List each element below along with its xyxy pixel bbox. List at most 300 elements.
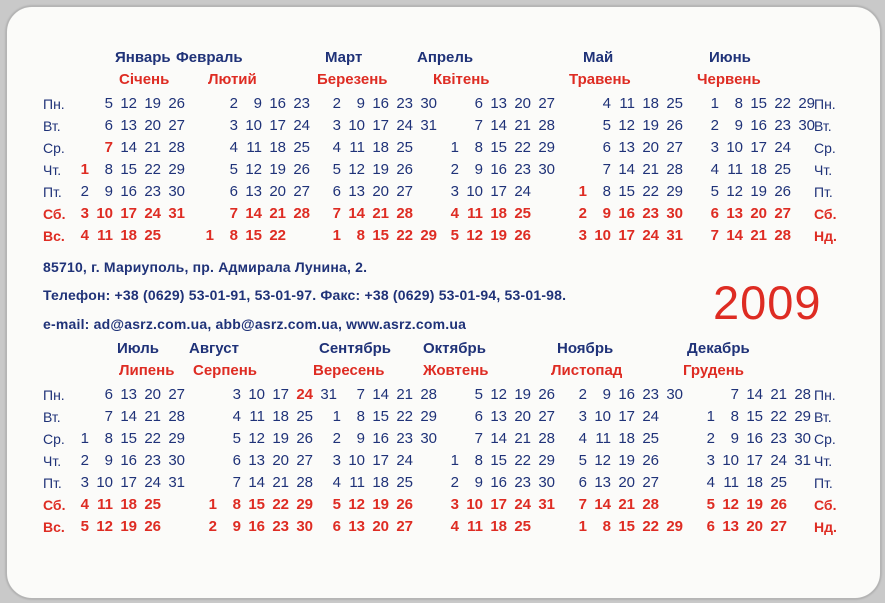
day-cell: 3 bbox=[706, 452, 715, 469]
day-cell: 14 bbox=[348, 205, 365, 222]
weekday-label: Чт. bbox=[43, 162, 62, 178]
day-cell: 11 bbox=[97, 227, 113, 244]
day-cell: 18 bbox=[372, 474, 389, 491]
day-cell: 28 bbox=[642, 496, 659, 513]
day-cell: 8 bbox=[104, 430, 113, 447]
day-cell: 27 bbox=[538, 95, 555, 112]
day-cell: 6 bbox=[332, 183, 341, 200]
day-cell: 22 bbox=[144, 430, 161, 447]
day-cell: 30 bbox=[666, 386, 683, 403]
month-name: Апрель bbox=[417, 49, 474, 66]
day-cell: 25 bbox=[144, 496, 161, 513]
day-cell: 17 bbox=[750, 139, 767, 156]
day-cell: 24 bbox=[144, 205, 161, 222]
day-cell: 15 bbox=[372, 227, 389, 244]
day-cell: 14 bbox=[726, 227, 743, 244]
day-cell: 11 bbox=[467, 205, 483, 222]
day-cell: 4 bbox=[332, 139, 341, 156]
day-cell: 21 bbox=[770, 386, 787, 403]
day-cell: 26 bbox=[296, 430, 313, 447]
day-cell: 25 bbox=[396, 474, 413, 491]
weekday-label: Пн. bbox=[814, 387, 836, 403]
weekday-label: Пн. bbox=[814, 96, 836, 112]
day-cell: 27 bbox=[774, 205, 791, 222]
day-cell: 17 bbox=[490, 183, 507, 200]
day-cell: 3 bbox=[232, 386, 241, 403]
day-cell: 23 bbox=[514, 161, 531, 178]
day-cell: 17 bbox=[746, 452, 763, 469]
day-cell: 7 bbox=[332, 205, 341, 222]
year-label: 2009 bbox=[713, 276, 822, 329]
day-cell: 5 bbox=[104, 95, 113, 112]
day-cell: 22 bbox=[642, 183, 659, 200]
day-cell: 23 bbox=[396, 430, 413, 447]
day-cell: 24 bbox=[770, 452, 787, 469]
day-cell: 21 bbox=[372, 205, 389, 222]
day-cell: 25 bbox=[293, 139, 310, 156]
day-cell: 9 bbox=[253, 95, 262, 112]
day-cell: 24 bbox=[293, 117, 310, 134]
day-cell: 16 bbox=[120, 452, 137, 469]
day-cell: 18 bbox=[642, 95, 659, 112]
day-cell: 19 bbox=[514, 386, 531, 403]
day-cell: 12 bbox=[248, 430, 265, 447]
day-cell: 19 bbox=[372, 496, 389, 513]
weekday-label: Вс. bbox=[43, 228, 65, 244]
phone-fax-text: Телефон: +38 (0629) 53-01-91, 53-01-97. Факс: +38 (0629) 53-01-94, 53-01-98. bbox=[43, 287, 567, 303]
day-cell: 5 bbox=[229, 161, 238, 178]
day-cell: 3 bbox=[578, 227, 587, 244]
day-cell: 25 bbox=[144, 227, 161, 244]
month-name-ua: Листопад bbox=[551, 362, 623, 379]
day-cell: 10 bbox=[722, 452, 739, 469]
day-cell: 30 bbox=[420, 95, 437, 112]
day-cell: 25 bbox=[774, 161, 791, 178]
weekday-label: Пт. bbox=[814, 184, 833, 200]
day-cell: 6 bbox=[706, 518, 715, 535]
day-cell: 2 bbox=[578, 205, 587, 222]
month-name: Октябрь bbox=[423, 340, 486, 357]
day-cell: 28 bbox=[538, 117, 555, 134]
day-cell: 18 bbox=[269, 139, 286, 156]
day-cell: 7 bbox=[229, 205, 238, 222]
calendar-card bbox=[6, 6, 881, 599]
day-cell: 26 bbox=[770, 496, 787, 513]
day-cell: 15 bbox=[120, 430, 137, 447]
day-cell: 14 bbox=[490, 117, 507, 134]
day-cell: 2 bbox=[80, 183, 89, 200]
day-cell: 1 bbox=[710, 95, 719, 112]
day-cell: 18 bbox=[120, 227, 137, 244]
day-cell: 16 bbox=[372, 95, 389, 112]
day-cell: 14 bbox=[490, 430, 507, 447]
day-cell: 9 bbox=[356, 95, 365, 112]
day-cell: 22 bbox=[770, 408, 787, 425]
day-cell: 4 bbox=[706, 474, 715, 491]
day-cell: 27 bbox=[396, 183, 413, 200]
day-cell: 8 bbox=[104, 161, 113, 178]
day-cell: 9 bbox=[474, 474, 483, 491]
month-name: Декабрь bbox=[687, 340, 750, 357]
day-cell: 24 bbox=[642, 408, 659, 425]
day-cell: 8 bbox=[474, 139, 483, 156]
day-cell: 21 bbox=[269, 205, 286, 222]
day-cell: 29 bbox=[666, 183, 683, 200]
day-cell: 28 bbox=[538, 430, 555, 447]
day-cell: 30 bbox=[666, 205, 683, 222]
day-cell: 31 bbox=[168, 474, 185, 491]
day-cell: 12 bbox=[348, 161, 365, 178]
day-cell: 1 bbox=[578, 518, 587, 535]
day-cell: 29 bbox=[168, 161, 185, 178]
day-cell: 9 bbox=[730, 430, 739, 447]
day-cell: 24 bbox=[396, 117, 413, 134]
day-cell: 21 bbox=[618, 496, 635, 513]
day-cell: 19 bbox=[750, 183, 767, 200]
day-cell: 13 bbox=[248, 452, 265, 469]
day-cell: 17 bbox=[618, 227, 635, 244]
day-cell: 28 bbox=[296, 474, 313, 491]
day-cell: 7 bbox=[730, 386, 739, 403]
day-cell: 7 bbox=[474, 117, 483, 134]
day-cell: 16 bbox=[490, 161, 507, 178]
day-cell: 14 bbox=[372, 386, 389, 403]
month-name: Февраль bbox=[176, 49, 243, 66]
weekday-label: Вт. bbox=[814, 118, 832, 134]
day-cell: 10 bbox=[594, 227, 611, 244]
day-cell: 5 bbox=[80, 518, 89, 535]
day-cell: 12 bbox=[722, 496, 739, 513]
day-cell: 27 bbox=[666, 139, 683, 156]
day-cell: 17 bbox=[490, 496, 507, 513]
day-cell: 23 bbox=[642, 386, 659, 403]
day-cell: 2 bbox=[450, 474, 459, 491]
day-cell: 4 bbox=[710, 161, 719, 178]
weekday-label: Пт. bbox=[814, 475, 833, 491]
day-cell: 21 bbox=[144, 139, 161, 156]
day-cell: 16 bbox=[248, 518, 265, 535]
day-cell: 14 bbox=[120, 408, 137, 425]
day-cell: 25 bbox=[642, 430, 659, 447]
day-cell: 16 bbox=[618, 205, 635, 222]
day-cell: 16 bbox=[750, 117, 767, 134]
day-cell: 19 bbox=[272, 430, 289, 447]
day-cell: 20 bbox=[618, 474, 635, 491]
weekday-label: Чт. bbox=[43, 453, 62, 469]
day-cell: 10 bbox=[594, 408, 611, 425]
day-cell: 26 bbox=[538, 386, 555, 403]
day-cell: 23 bbox=[642, 205, 659, 222]
day-cell: 17 bbox=[120, 474, 137, 491]
day-cell: 20 bbox=[514, 95, 531, 112]
day-cell: 6 bbox=[474, 408, 483, 425]
day-cell: 5 bbox=[332, 161, 341, 178]
day-cell: 30 bbox=[538, 474, 555, 491]
day-cell: 23 bbox=[272, 518, 289, 535]
day-cell: 28 bbox=[293, 205, 310, 222]
day-cell: 11 bbox=[249, 408, 265, 425]
day-cell: 25 bbox=[296, 408, 313, 425]
day-cell: 14 bbox=[248, 474, 265, 491]
day-cell: 26 bbox=[168, 95, 185, 112]
day-cell: 27 bbox=[770, 518, 787, 535]
day-cell: 30 bbox=[794, 430, 811, 447]
weekday-label: Нд. bbox=[814, 228, 837, 244]
month-name-ua: Серпень bbox=[193, 362, 258, 379]
day-cell: 2 bbox=[229, 95, 238, 112]
month-name-ua: Грудень bbox=[683, 362, 745, 379]
weekday-label: Сб. bbox=[814, 497, 837, 513]
day-cell: 31 bbox=[666, 227, 683, 244]
day-cell: 19 bbox=[618, 452, 635, 469]
day-cell: 6 bbox=[232, 452, 241, 469]
day-cell: 14 bbox=[618, 161, 635, 178]
day-cell: 27 bbox=[168, 117, 185, 134]
email-web-text: e-mail: ad@asrz.com.ua, abb@asrz.com.ua, www.asrz.com.ua bbox=[43, 316, 467, 332]
day-cell: 10 bbox=[726, 139, 743, 156]
day-cell: 4 bbox=[80, 227, 89, 244]
day-cell: 13 bbox=[120, 117, 137, 134]
day-cell: 20 bbox=[750, 205, 767, 222]
month-name: Ноябрь bbox=[557, 340, 614, 357]
day-cell: 25 bbox=[666, 95, 683, 112]
day-cell: 12 bbox=[726, 183, 743, 200]
day-cell: 24 bbox=[514, 183, 531, 200]
day-cell: 27 bbox=[293, 183, 310, 200]
day-cell: 18 bbox=[618, 430, 635, 447]
day-cell: 9 bbox=[104, 183, 113, 200]
day-cell: 28 bbox=[168, 139, 185, 156]
day-cell: 20 bbox=[372, 518, 389, 535]
day-cell: 23 bbox=[396, 95, 413, 112]
day-cell: 22 bbox=[774, 95, 791, 112]
day-cell: 2 bbox=[208, 518, 217, 535]
day-cell: 3 bbox=[332, 452, 341, 469]
day-cell: 24 bbox=[144, 474, 161, 491]
day-cell: 2 bbox=[706, 430, 715, 447]
day-cell: 4 bbox=[232, 408, 241, 425]
day-cell: 20 bbox=[144, 117, 161, 134]
day-cell: 13 bbox=[618, 139, 635, 156]
day-cell: 11 bbox=[619, 95, 635, 112]
day-cell: 22 bbox=[144, 161, 161, 178]
day-cell: 23 bbox=[774, 117, 791, 134]
day-cell: 18 bbox=[120, 496, 137, 513]
day-cell: 29 bbox=[794, 408, 811, 425]
month-name-ua: Липень bbox=[119, 362, 175, 379]
day-cell: 13 bbox=[490, 95, 507, 112]
weekday-label: Вт. bbox=[814, 409, 832, 425]
month-name: Январь bbox=[115, 49, 171, 66]
month-name: Март bbox=[325, 49, 363, 66]
day-cell: 13 bbox=[490, 408, 507, 425]
day-cell: 11 bbox=[727, 161, 743, 178]
day-cell: 5 bbox=[474, 386, 483, 403]
day-cell: 6 bbox=[104, 386, 113, 403]
day-cell: 1 bbox=[706, 408, 715, 425]
day-cell: 7 bbox=[356, 386, 365, 403]
day-cell: 7 bbox=[104, 139, 113, 156]
day-cell: 8 bbox=[229, 227, 238, 244]
day-cell: 26 bbox=[396, 496, 413, 513]
day-cell: 30 bbox=[798, 117, 815, 134]
day-cell: 13 bbox=[594, 474, 611, 491]
day-cell: 29 bbox=[538, 452, 555, 469]
day-cell: 1 bbox=[578, 183, 587, 200]
weekday-label: Сб. bbox=[43, 497, 66, 513]
day-cell: 28 bbox=[774, 227, 791, 244]
day-cell: 21 bbox=[642, 161, 659, 178]
day-cell: 29 bbox=[420, 408, 437, 425]
day-cell: 10 bbox=[248, 386, 265, 403]
day-cell: 8 bbox=[356, 408, 365, 425]
day-cell: 26 bbox=[642, 452, 659, 469]
weekday-label: Ср. bbox=[43, 140, 65, 156]
day-cell: 19 bbox=[372, 161, 389, 178]
day-cell: 1 bbox=[205, 227, 214, 244]
day-cell: 4 bbox=[332, 474, 341, 491]
day-cell: 15 bbox=[248, 496, 265, 513]
day-cell: 13 bbox=[348, 518, 365, 535]
day-cell: 5 bbox=[578, 452, 587, 469]
day-cell: 13 bbox=[245, 183, 262, 200]
day-cell: 15 bbox=[120, 161, 137, 178]
day-cell: 13 bbox=[726, 205, 743, 222]
day-cell: 12 bbox=[618, 117, 635, 134]
day-cell: 2 bbox=[332, 95, 341, 112]
day-cell: 23 bbox=[514, 474, 531, 491]
day-cell: 6 bbox=[474, 95, 483, 112]
day-cell: 19 bbox=[490, 227, 507, 244]
day-cell: 1 bbox=[332, 227, 341, 244]
day-cell: 19 bbox=[269, 161, 286, 178]
day-cell: 18 bbox=[490, 205, 507, 222]
day-cell: 24 bbox=[296, 386, 313, 403]
day-cell: 10 bbox=[96, 474, 113, 491]
day-cell: 15 bbox=[618, 183, 635, 200]
day-cell: 31 bbox=[168, 205, 185, 222]
weekday-label: Нд. bbox=[814, 519, 837, 535]
day-cell: 24 bbox=[514, 496, 531, 513]
day-cell: 31 bbox=[320, 386, 337, 403]
day-cell: 5 bbox=[602, 117, 611, 134]
weekday-label: Ср. bbox=[814, 140, 836, 156]
day-cell: 12 bbox=[245, 161, 262, 178]
day-cell: 15 bbox=[372, 408, 389, 425]
day-cell: 8 bbox=[232, 496, 241, 513]
day-cell: 14 bbox=[746, 386, 763, 403]
weekday-label: Пн. bbox=[43, 387, 65, 403]
day-cell: 17 bbox=[269, 117, 286, 134]
day-cell: 18 bbox=[490, 518, 507, 535]
day-cell: 3 bbox=[332, 117, 341, 134]
day-cell: 4 bbox=[450, 518, 459, 535]
day-cell: 10 bbox=[466, 183, 483, 200]
month-name: Июль bbox=[117, 340, 159, 357]
day-cell: 17 bbox=[618, 408, 635, 425]
day-cell: 29 bbox=[296, 496, 313, 513]
day-cell: 3 bbox=[450, 183, 459, 200]
day-cell: 19 bbox=[642, 117, 659, 134]
day-cell: 10 bbox=[348, 452, 365, 469]
month-name-ua: Квітень bbox=[433, 71, 490, 88]
day-cell: 10 bbox=[96, 205, 113, 222]
day-cell: 1 bbox=[450, 452, 459, 469]
day-cell: 2 bbox=[450, 161, 459, 178]
weekday-label: Чт. bbox=[814, 453, 833, 469]
day-cell: 9 bbox=[356, 430, 365, 447]
weekday-label: Вт. bbox=[43, 409, 61, 425]
day-cell: 8 bbox=[602, 183, 611, 200]
day-cell: 23 bbox=[770, 430, 787, 447]
day-cell: 11 bbox=[97, 496, 113, 513]
day-cell: 27 bbox=[642, 474, 659, 491]
day-cell: 15 bbox=[618, 518, 635, 535]
day-cell: 15 bbox=[490, 452, 507, 469]
month-name-ua: Березень bbox=[317, 71, 388, 88]
month-name-ua: Січень bbox=[119, 71, 170, 88]
day-cell: 26 bbox=[514, 227, 531, 244]
day-cell: 18 bbox=[746, 474, 763, 491]
day-cell: 27 bbox=[396, 518, 413, 535]
weekday-label: Чт. bbox=[814, 162, 833, 178]
day-cell: 23 bbox=[144, 452, 161, 469]
day-cell: 5 bbox=[710, 183, 719, 200]
day-cell: 4 bbox=[80, 496, 89, 513]
month-name-ua: Червень bbox=[697, 71, 761, 88]
day-cell: 3 bbox=[710, 139, 719, 156]
day-cell: 19 bbox=[144, 95, 161, 112]
day-cell: 4 bbox=[229, 139, 238, 156]
day-cell: 19 bbox=[120, 518, 137, 535]
day-cell: 5 bbox=[706, 496, 715, 513]
day-cell: 2 bbox=[80, 452, 89, 469]
day-cell: 7 bbox=[104, 408, 113, 425]
day-cell: 20 bbox=[514, 408, 531, 425]
day-cell: 8 bbox=[730, 408, 739, 425]
day-cell: 22 bbox=[514, 452, 531, 469]
day-cell: 2 bbox=[332, 430, 341, 447]
day-cell: 6 bbox=[332, 518, 341, 535]
day-cell: 13 bbox=[348, 183, 365, 200]
day-cell: 1 bbox=[332, 408, 341, 425]
day-cell: 3 bbox=[450, 496, 459, 513]
day-cell: 9 bbox=[104, 452, 113, 469]
day-cell: 11 bbox=[467, 518, 483, 535]
month-name: Сентябрь bbox=[319, 340, 391, 357]
day-cell: 27 bbox=[538, 408, 555, 425]
day-cell: 31 bbox=[420, 117, 437, 134]
day-cell: 24 bbox=[642, 227, 659, 244]
day-cell: 4 bbox=[450, 205, 459, 222]
day-cell: 22 bbox=[514, 139, 531, 156]
day-cell: 7 bbox=[474, 430, 483, 447]
day-cell: 9 bbox=[232, 518, 241, 535]
day-cell: 29 bbox=[538, 139, 555, 156]
weekday-label: Вт. bbox=[43, 118, 61, 134]
day-cell: 10 bbox=[245, 117, 262, 134]
day-cell: 15 bbox=[245, 227, 262, 244]
day-cell: 22 bbox=[272, 496, 289, 513]
day-cell: 11 bbox=[246, 139, 262, 156]
day-cell: 17 bbox=[372, 117, 389, 134]
day-cell: 13 bbox=[120, 386, 137, 403]
day-cell: 30 bbox=[538, 161, 555, 178]
day-cell: 1 bbox=[80, 161, 89, 178]
day-cell: 25 bbox=[770, 474, 787, 491]
day-cell: 9 bbox=[734, 117, 743, 134]
weekday-label: Вс. bbox=[43, 519, 65, 535]
